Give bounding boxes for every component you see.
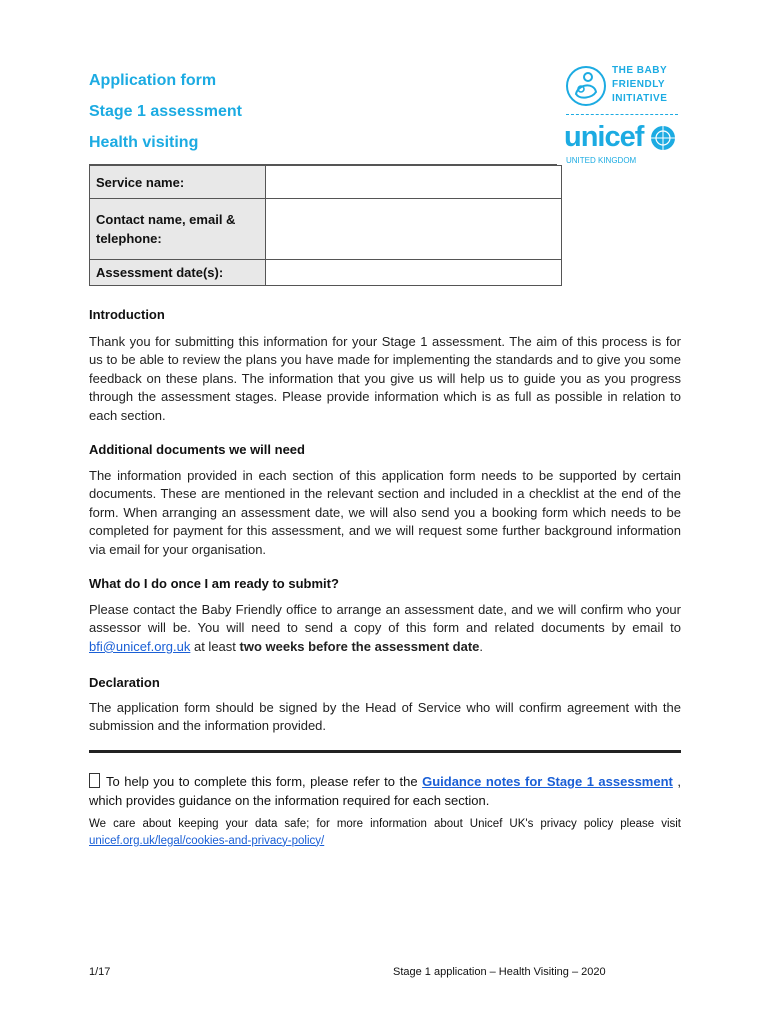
guidance-notes-link[interactable]: Guidance notes for Stage 1 assessment [422, 774, 673, 789]
service-name-label: Service name: [90, 166, 266, 199]
unicef-globe-icon [650, 125, 676, 151]
assessment-dates-label: Assessment date(s): [90, 260, 266, 286]
declaration-heading: Declaration [89, 675, 160, 690]
baby-friendly-initiative-text [612, 64, 692, 106]
baby-friendly-unicef-logo [564, 64, 680, 168]
table-row [90, 199, 562, 260]
guidance-note [89, 772, 681, 810]
mother-baby-icon [564, 64, 608, 108]
email-link[interactable]: bfi@unicef.org.uk [89, 638, 191, 654]
unicef-country: UNITED KINGDOM [566, 156, 637, 165]
logo-line-1: THE BABY [612, 65, 668, 76]
service-name-field[interactable] [266, 166, 562, 199]
guidance-prefix: To help you to complete this form, please refer to the [106, 774, 423, 789]
privacy-text: We care about keeping your data safe; for more information about Unicef UK's privacy policy please visit [89, 818, 681, 830]
logo-divider [566, 114, 678, 115]
privacy-policy-link[interactable]: unicef.org.uk/legal/cookies-and-privacy-policy/ [89, 834, 325, 847]
form-service-type: Health visiting [89, 134, 199, 151]
form-stage: Stage 1 assessment [89, 103, 242, 120]
submit-text-middle: at least [190, 638, 240, 654]
section-divider [89, 750, 681, 753]
privacy-note [89, 816, 681, 849]
page-number: 1/17 [89, 966, 111, 978]
additional-documents-heading: Additional documents we will need [89, 442, 305, 457]
contact-details-field[interactable] [266, 199, 562, 260]
deadline-emphasis: two weeks before the assessment date [239, 638, 480, 654]
form-title: Application form [89, 72, 217, 89]
contact-details-label: Contact name, email & telephone: [90, 199, 266, 260]
unicef-wordmark: unicef [564, 121, 644, 153]
submit-text-end: . [479, 638, 483, 654]
introduction-heading: Introduction [89, 307, 165, 322]
logo-line-2: FRIENDLY [612, 79, 666, 90]
table-row [90, 166, 562, 199]
service-details-table [89, 165, 562, 286]
logo-line-3: INITIATIVE [612, 93, 668, 104]
guidance-suffix: , which provides guidance on the information required for each section. [89, 774, 681, 808]
missing-glyph-icon [89, 773, 100, 788]
assessment-dates-field[interactable] [266, 260, 562, 286]
introduction-text: Thank you for submitting this information for your Stage 1 assessment. The aim of this process is for us to be able to review the plans you have made for implementing the standards and to give you some feedback on these plans. The information that you give us will help us to guide you as you progress through the assessment stages. Please provide information which is as full as possible in relation to each section. [89, 334, 681, 423]
additional-documents-text: The information provided in each section of this application form needs to be supported by certain documents. These are mentioned in the relevant section and included in a checklist at the end of the form. When arranging an assessment date, we will also send you a booking form which needs to be completed for payment for this assessment, and we will request some further background information via email for your organisation. [89, 468, 681, 557]
submit-heading: What do I do once I am ready to submit? [89, 576, 339, 591]
table-row [90, 260, 562, 286]
declaration-text: The application form should be signed by the Head of Service who will confirm agreement with the submission and the information provided. [89, 700, 681, 734]
submit-text-intro: Please contact the Baby Friendly office to arrange an assessment date, and we will confirm who your assessor will be. You will need to send a copy of this form and related documents by email to [89, 602, 681, 636]
submit-text [89, 601, 681, 656]
footer-document-title: Stage 1 application – Health Visiting – 2020 [393, 966, 606, 978]
